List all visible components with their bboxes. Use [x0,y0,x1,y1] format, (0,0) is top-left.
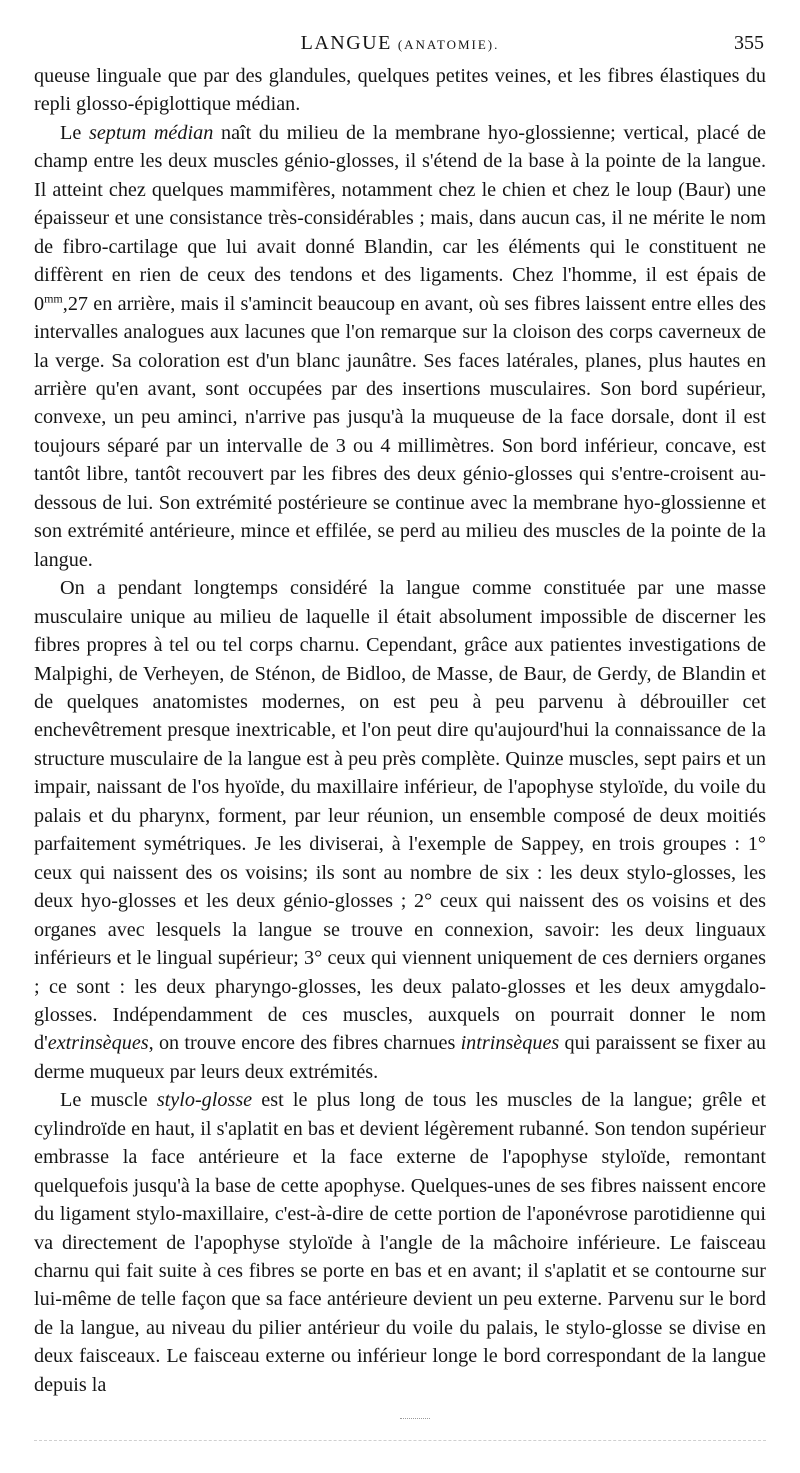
print-smudge [400,1418,430,1421]
paragraph-stylo-glosse [34,1086,766,1399]
term-septum-median: septum médian [88,121,214,144]
term-extrinseques: extrinsèques [47,1032,149,1055]
paragraph-text: ,27 en arrière, mais il s'amincit beaucoup en avant, où ses fibres laissent entre elles des intervalles analogues aux lacunes que l'on remarque sur la cloison des corps caverneux de la verge. Sa coloration est d'un blanc jaunâtre. Ses faces latérales, planes, plus hautes en arrière qu'en avant, sont occupées par des insertions musculaires. Son bord supérieur, convexe, un peu aminci, n'arrive pas jusqu'à la muqueuse de la face dorsale, dont il est toujours séparé par un intervalle de 3 ou 4 millimètres. Son bord inférieur, concave, est tantôt libre, tantôt recouvert par les fibres des deux génio-glosses qui s'entre-croisent au-dessous de lui. Son extrémité postérieure se continue avec la membrane hyo-glossienne et son extrémité antérieure, mince et effilée, se perd au milieu des muscles de la pointe de la langue. [34,292,766,571]
paragraph-text: queuse linguale que par des glandules, quelques petites veines, et les fibres élastiques du repli glosso-épiglottique médian. [34,65,766,116]
paragraph-septum-median [34,119,766,574]
paragraph-text: On a pendant longtemps considéré la langue comme constituée par une masse musculaire unique au milieu de laquelle il était absolument impossible de discerner les fibres propres à tel ou tel corps charnu. Cependant, grâce aux patientes investigations de Malpighi, de Verheyen, de Sténon, de Bidloo, de Masse, de Baur, de Gerdy, de Blandin et de quelques anatomistes modernes, on est peu à peu parvenu à débrouiller cet enchevêtrement presque inextricable, et l'on peut dire qu'aujourd'hui la connaissance de la structure musculaire de la langue est à peu près complète. Quinze muscles, sept pairs et un impair, naissant de l'os hyoïde, du maxillaire inférieur, de l'apophyse styloïde, du voile du palais et du pharynx, forment, par leur réunion, un ensemble composé de deux moitiés parfaitement symétriques. Je les diviserai, à l'exemple de Sappey, en trois groupes : 1° ceux qui naissent des os voisins; ils sont au nombre de six : les deux stylo-glosses, les deux hyo-glosses et les deux génio-glosses ; 2° ceux qui naissent des os voisins et des organes avec lesquels la langue se trouve en connexion, savoir: les deux linguaux inférieurs et le lingual supérieur; 3° ceux qui viennent uniquement de ces derniers organes ; ce sont : les deux pharyngo-glosses, les deux palato-glosses et les deux amygdalo-glosses. Indépendamment de ces muscles, auxquels on pourrait donner le nom d' [34,577,766,1055]
paragraph-continuation [34,62,766,119]
paragraph-text: Le [60,121,89,144]
term-intrinseques: intrinsèques [460,1032,560,1055]
paragraph-text: est le plus long de tous les muscles de la langue; grêle et cylindroïde en haut, il s'aplatit en bas et devient légèrement rubanné. Son tendon supérieur embrasse la face antérieure et la face externe de l'apophyse styloïde, remontant quelquefois jusqu'à la base de cette apophyse. Quelques-unes de ses fibres naissent encore du ligament stylo-maxillaire, c'est-à-dire de cette portion de l'aponévrose parotidienne qui va directement de l'apophyse styloïde à l'angle de la mâchoire inférieure. Le faisceau charnu qui fait suite à ces fibres se porte en bas et en avant; il s'aplatit et se contourne sur lui-même de telle façon que sa face antérieure devient un peu externe. Parvenu sur le bord de la langue, au niveau du pilier antérieur du voile du palais, le stylo-glosse se divise en deux faisceaux. Le faisceau externe ou inférieur longe le bord correspondant de la langue depuis la [34,1089,766,1396]
running-title-subtitle: (ANATOMIE). [397,37,500,52]
page-number: 355 [734,32,764,54]
bottom-print-marks [34,1440,766,1447]
unit-superscript: mm [44,290,63,305]
paragraph-text: Le muscle [60,1089,157,1112]
article-body [34,62,766,1399]
term-stylo-glosse: stylo-glosse [156,1089,253,1112]
paragraph-text: qui paraissent se fixer au derme muqueux par leurs deux extrémités. [34,1032,766,1083]
paragraph-text: , on trouve encore des fibres charnues [148,1032,461,1055]
running-title-main: LANGUE [300,32,392,54]
page-header [34,28,766,62]
running-title [301,28,500,60]
paragraph-text: naît du milieu de la membrane hyo-glossienne; vertical, placé de champ entre les deux muscles génio-glosses, il s'étend de la base à la pointe de la langue. Il atteint chez quelques mammifères, notamment chez le chien et chez le loup (Baur) une épaisseur et une consistance très-considérables ; mais, dans aucun cas, il ne mérite le nom de fibro-cartilage que lui avait donné Blandin, car les éléments qui le constituent ne diffèrent en rien de ceux des tendons et des ligaments. Chez l'homme, il est épais de 0 [34,121,767,315]
paragraph-muscles-overview [34,574,766,1086]
